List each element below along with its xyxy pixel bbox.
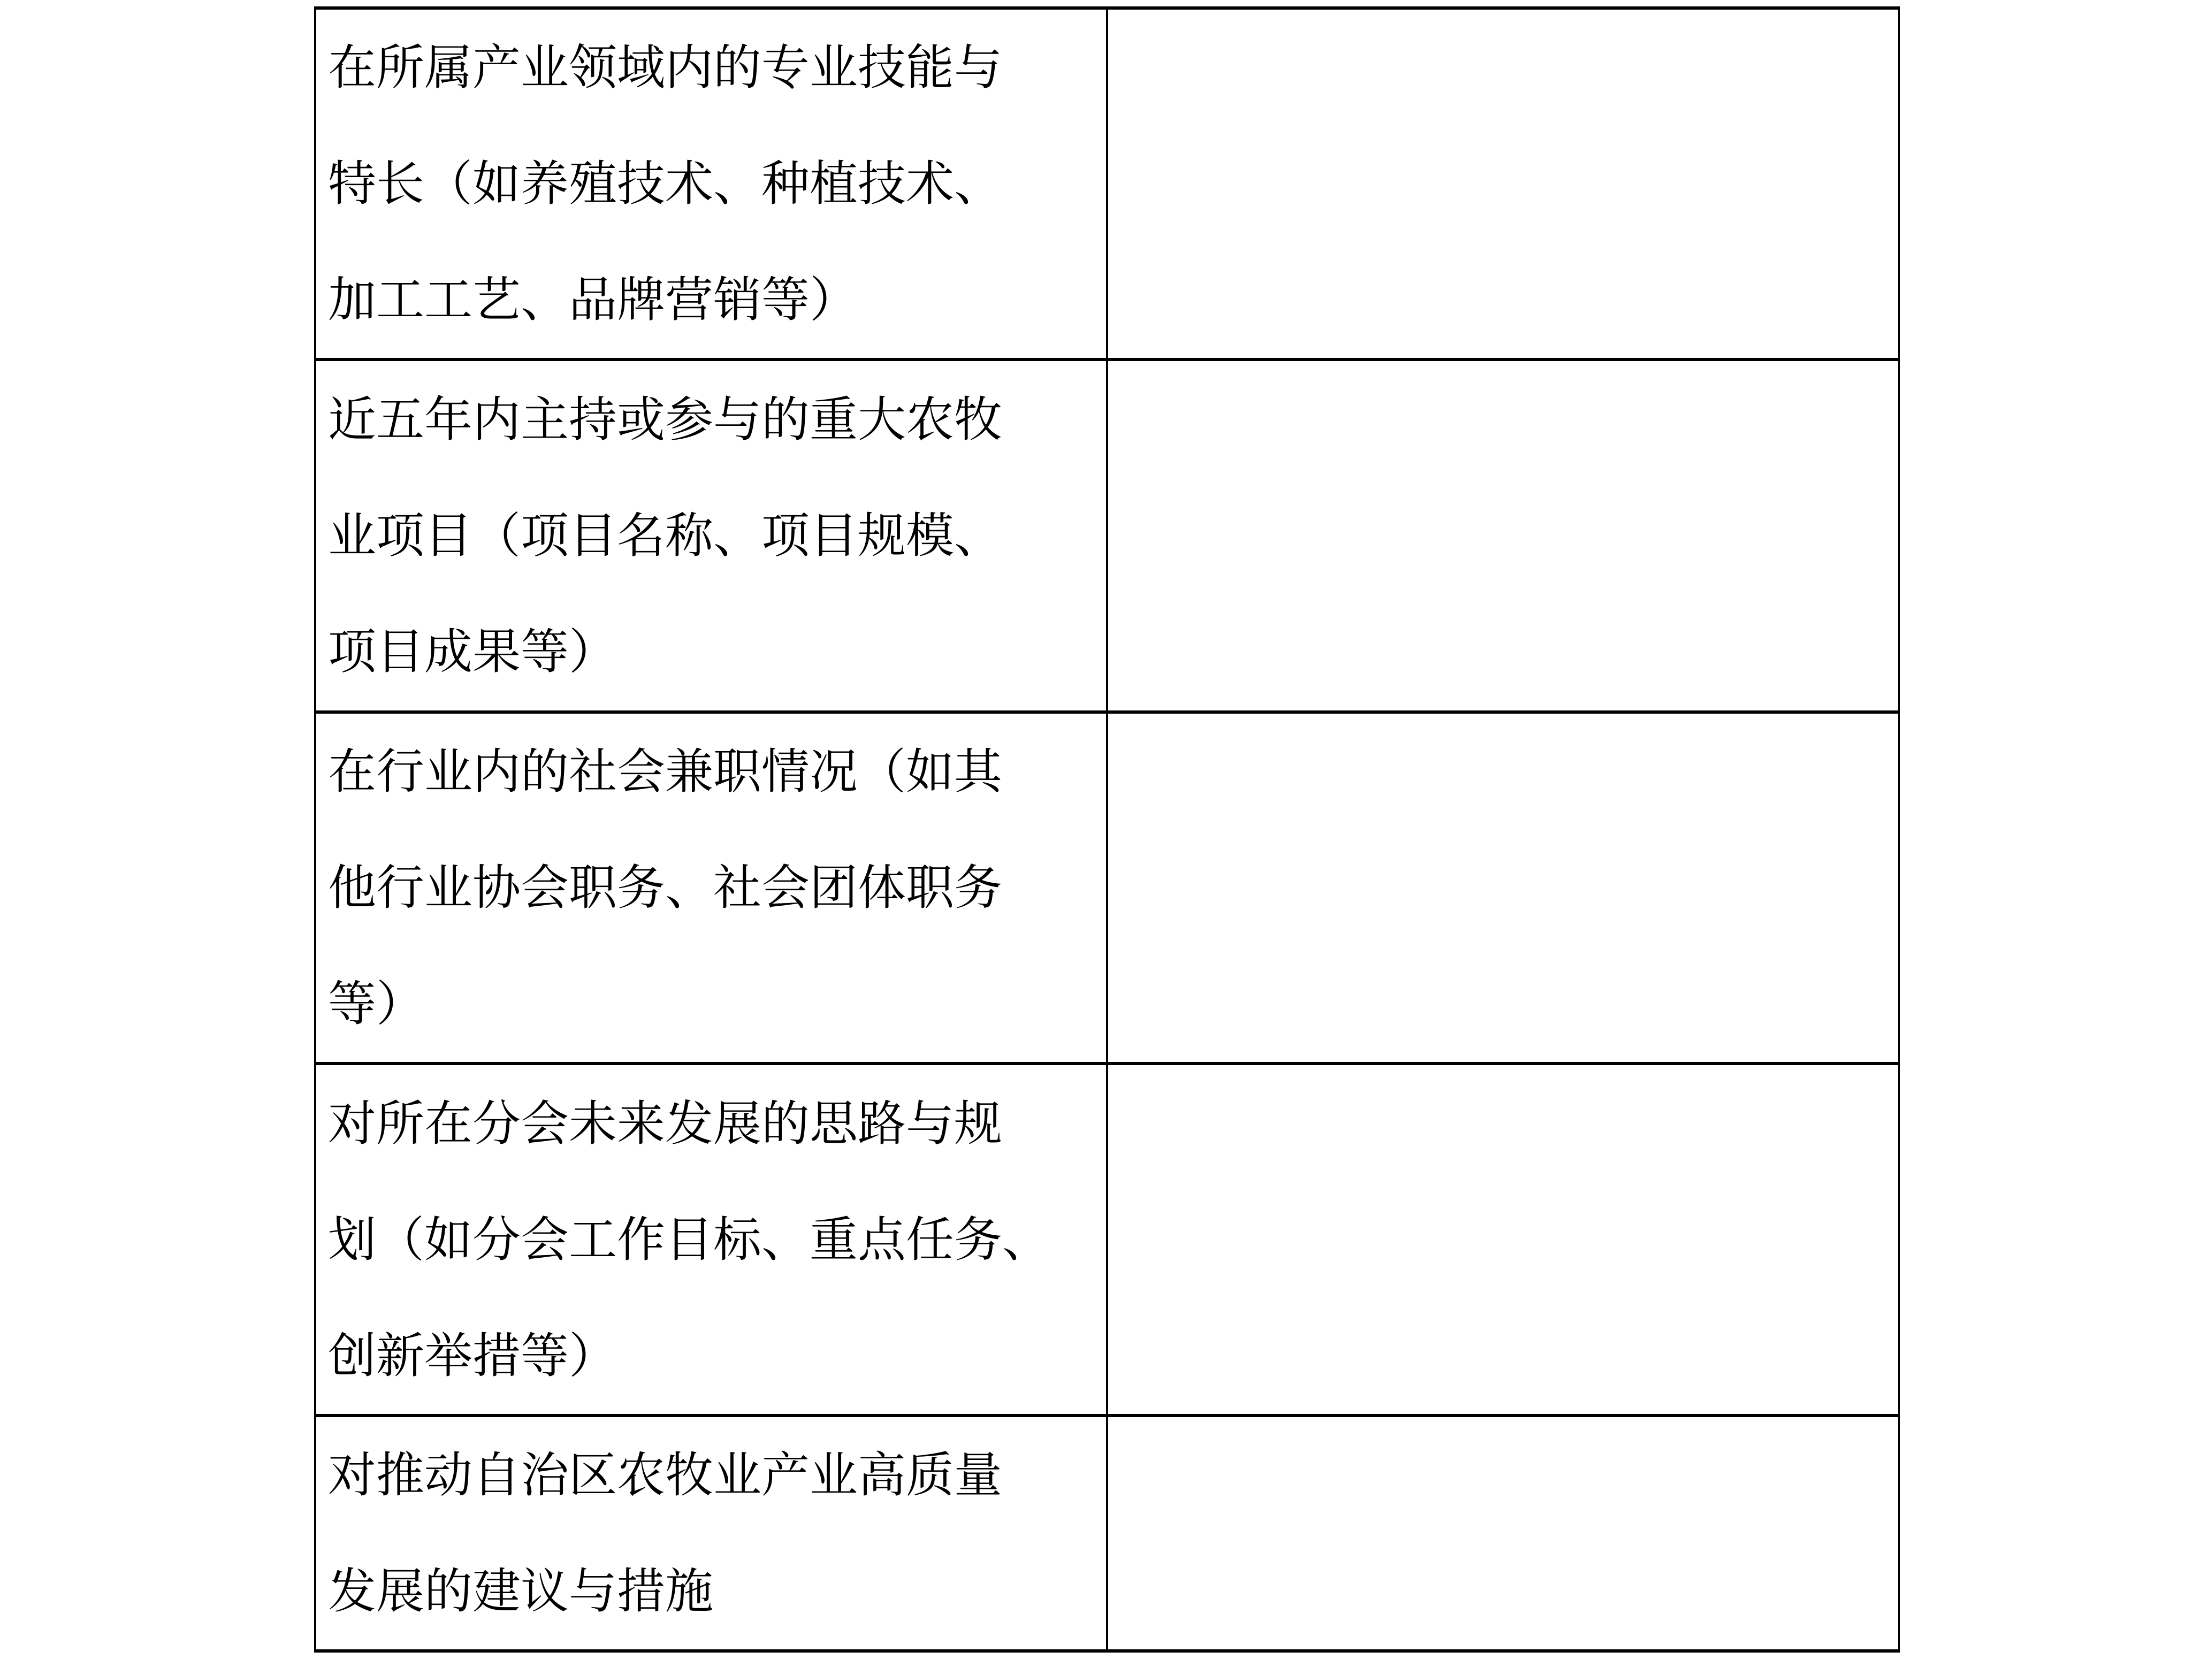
row-label-line: 业项目（项目名称、项目规模、	[328, 508, 1002, 564]
application-form-table	[314, 6, 1900, 1653]
row-value-cell[interactable]	[1107, 1416, 1899, 1651]
row-label-cell	[315, 712, 1107, 1064]
row-label-line: 等）	[328, 976, 424, 1032]
row-label-line: 在所属产业领域内的专业技能与	[328, 40, 1002, 96]
row-label-line: 在行业内的社会兼职情况（如其	[328, 744, 1002, 800]
row-label-line: 近五年内主持或参与的重大农牧	[328, 392, 1002, 448]
row-label-line: 他行业协会职务、社会团体职务	[328, 860, 1002, 916]
table-row	[315, 1416, 1899, 1651]
row-value-cell[interactable]	[1107, 1064, 1899, 1416]
row-label-cell	[315, 8, 1107, 360]
row-label-line: 加工工艺、品牌营销等）	[328, 272, 858, 328]
row-value-cell[interactable]	[1107, 8, 1899, 360]
row-label-cell	[315, 360, 1107, 712]
table-row	[315, 712, 1899, 1064]
row-value-cell[interactable]	[1107, 712, 1899, 1064]
row-label-line: 对推动自治区农牧业产业高质量	[328, 1447, 1002, 1503]
row-label-cell	[315, 1416, 1107, 1651]
row-value-cell[interactable]	[1107, 360, 1899, 712]
row-label-line: 创新举措等）	[328, 1327, 617, 1384]
table-row	[315, 8, 1899, 360]
table-row	[315, 360, 1899, 712]
row-label-line: 划（如分会工作目标、重点任务、	[328, 1211, 1050, 1268]
row-label-line: 发展的建议与措施	[328, 1563, 713, 1619]
row-label-cell	[315, 1064, 1107, 1416]
row-label-line: 对所在分会未来发展的思路与规	[328, 1095, 1002, 1152]
row-label-line: 项目成果等）	[328, 624, 617, 680]
row-label-line: 特长（如养殖技术、种植技术、	[328, 156, 1002, 212]
table-row	[315, 1064, 1899, 1416]
